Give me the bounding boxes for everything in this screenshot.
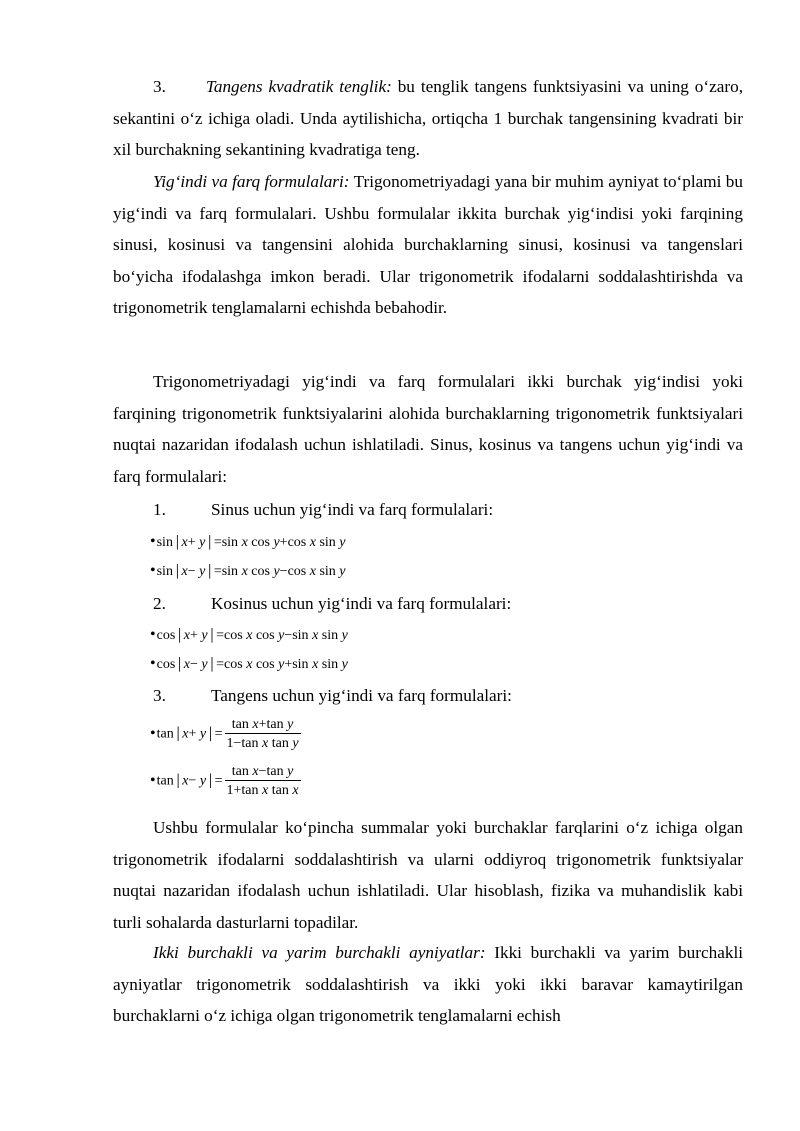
paragraph-text: bu tenglik tangens funktsiyasini va uning o‘zaro, sekantini o‘z ichiga oladi. Unda aytilishicha, ortiqcha 1 burchak tangensining kvadrati bir xil burchakning sekantining kvadratiga teng. — [113, 77, 743, 160]
paragraph-text: Ikki burchakli va yarim burchakli ayniyatlar trigonometrik soddalashtirish va ikki yoki ikki baravar kamaytirilgan burchaklarni o‘z ichiga olgan trigonometrik tenglamalarni echish — [113, 943, 743, 1026]
item-label: Kosinus uchun yig‘indi va farq formulalari: — [211, 594, 512, 613]
formula-cos-sum: •cos│x+ y│=cos x cos y−sin x sin y — [150, 626, 348, 643]
item-label: Sinus uchun yig‘indi va farq formulalari: — [211, 500, 494, 519]
paragraph-text: Trigonometriyadagi yana bir muhim ayniyat to‘plami bu yig‘indi va farq formulalari. Ushbu formulalar ikkita burchak yig‘indisi yoki farqining sinusi, kosinusi va tangensini alohida burchaklarning sinusi, kosinusi va tangenslari bo‘yicha ifodalashga imkon beradi. Ular trigonometrik ifodalarni soddalashtirishda va trigonometrik tenglamalarni echishda bebahodir. — [113, 172, 743, 318]
bullet-icon: • — [150, 724, 156, 742]
item-number: 3. — [153, 686, 166, 705]
italic-term: Yig‘indi va farq formulalari: — [153, 172, 350, 191]
list-item-sine — [153, 494, 493, 525]
bullet-icon: • — [150, 626, 156, 643]
bullet-icon: • — [150, 562, 156, 579]
paragraph-tangent-square-identity — [113, 71, 743, 166]
bullet-icon: • — [150, 533, 156, 550]
list-item-tangent — [153, 680, 512, 711]
formula-sin-sum: •sin│x+ y│=sin x cos y+cos x sin y — [150, 533, 346, 550]
bullet-icon: • — [150, 771, 156, 789]
item-number: 3. — [153, 77, 166, 96]
item-number: 2. — [153, 594, 166, 613]
paragraph-sum-difference-usage — [113, 366, 743, 492]
formula-sin-diff: •sin│x− y│=sin x cos y−cos x sin y — [150, 562, 346, 579]
bullet-icon: • — [150, 655, 156, 672]
paragraph-formula-applications — [113, 812, 743, 938]
item-label: Tangens uchun yig‘indi va farq formulalari: — [211, 686, 512, 705]
italic-term: Tangens kvadratik tenglik: — [205, 77, 392, 96]
formula-tan-sum: •tan│x+ y│= $\frac{\text{tan x+tan y}}{\text{1−tan x tan y}}$ — [150, 717, 299, 751]
paragraph-text: Ushbu formulalar ko‘pincha summalar yoki burchaklar farqlarini o‘z ichiga olgan trigonometrik ifodalarni soddalashtirish va ularni oddiyroq trigonometrik funktsiyalar nuqtai nazaridan ifodalash uchun ishlatiladi. Ular hisoblash, fizika va muhandislik kabi turli sohalarda dasturlarni topadilar. — [113, 818, 743, 932]
fraction: $\frac{\text{tan x+tan y}}{\text{1−tan x tan y}}$ — [226, 717, 299, 751]
formula-tan-diff: •tan│x− y│= $\frac{\text{tan x−tan y}}{\text{1+tan x tan x}}$ — [150, 764, 299, 798]
item-number: 1. — [153, 500, 166, 519]
list-item-cosine — [153, 588, 511, 619]
paragraph-sum-difference-intro — [113, 166, 743, 324]
formula-cos-diff: •cos│x− y│=cos x cos y+sin x sin y — [150, 655, 348, 672]
paragraph-text: Trigonometriyadagi yig‘indi va farq formulalari ikki burchak yig‘indisi yoki farqining trigonometrik funktsiyalarini alohida burchaklarning trigonometrik funktsiyalari nuqtai nazaridan ifodalash uchun ishlatiladi. Sinus, kosinus va tangens uchun yig‘indi va farq formulalari: — [113, 372, 743, 486]
italic-term: Ikki burchakli va yarim burchakli ayniyatlar: — [153, 943, 486, 962]
fraction: $\frac{\text{tan x−tan y}}{\text{1+tan x tan x}}$ — [226, 764, 299, 798]
paragraph-double-half-angle — [113, 937, 743, 1032]
